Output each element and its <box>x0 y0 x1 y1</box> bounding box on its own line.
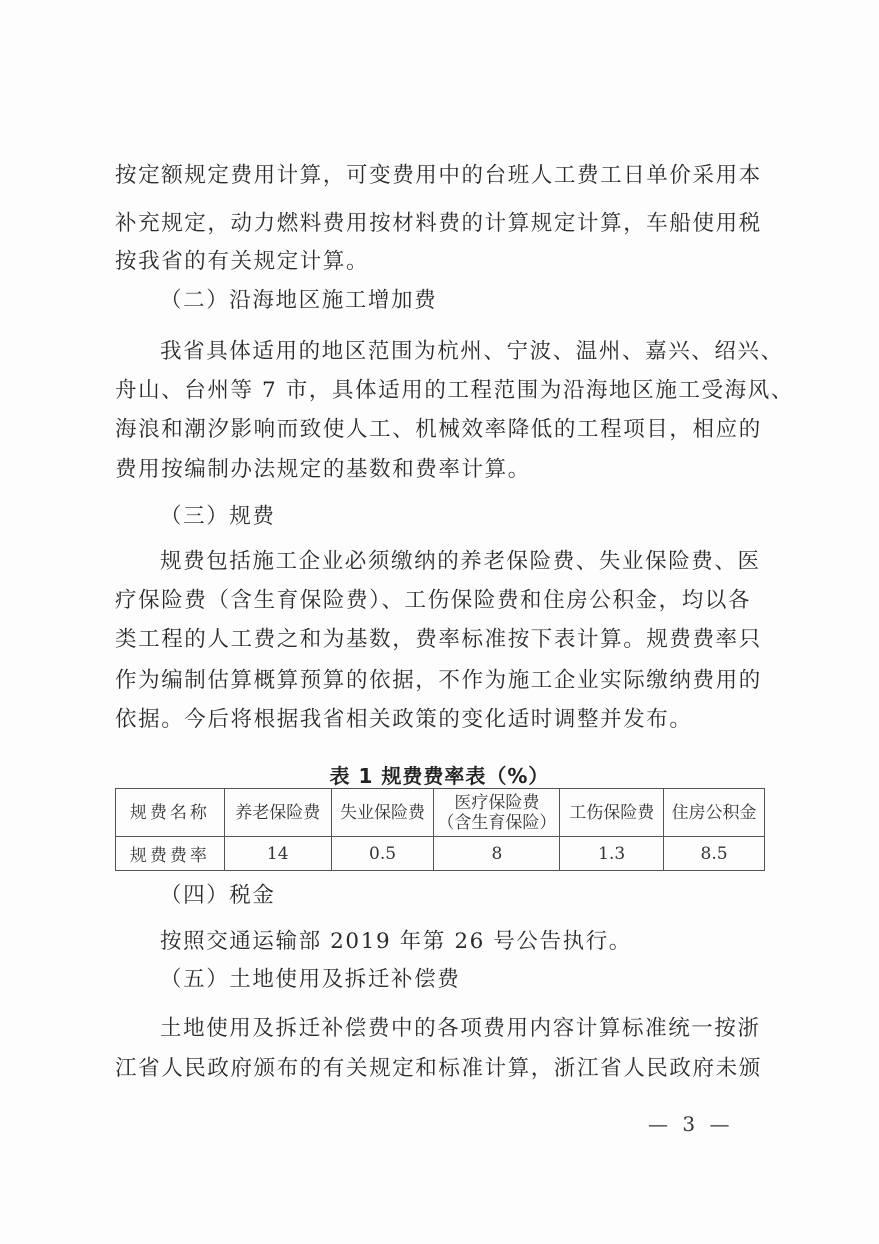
fee-rate-table <box>115 788 765 871</box>
row-label-cell: 规费费率 <box>116 837 225 871</box>
table-row <box>116 837 765 871</box>
text-line: 类工程的人工费之和为基数，费率标准按下表计算。规费费率只 <box>115 627 762 652</box>
section-heading-5: （五）土地使用及拆迁补偿费 <box>160 967 461 992</box>
page-number: — 3 — <box>648 1112 734 1136</box>
text-line: 土地使用及拆迁补偿费中的各项费用内容计算标准统一按浙 <box>160 1016 761 1041</box>
section-heading-3: （三）规费 <box>160 504 276 529</box>
text-line: 按定额规定费用计算，可变费用中的台班人工费工日单价采用本 <box>115 163 762 188</box>
text-line: 我省具体适用的地区范围为杭州、宁波、温州、嘉兴、绍兴、 <box>160 339 784 364</box>
text-line: 海浪和潮汐影响而致使人工、机械效率降低的工程项目，相应的 <box>115 417 762 442</box>
text-line: 费用按编制办法规定的基数和费率计算。 <box>115 457 531 482</box>
header-cell: 医疗保险费 （含生育保险） <box>434 789 560 837</box>
value-cell: 1.3 <box>560 837 664 871</box>
text-line: 舟山、台州等 7 市，具体适用的工程范围为沿海地区施工受海风、 <box>115 378 794 403</box>
value-cell: 14 <box>224 837 331 871</box>
section-heading-2: （二）沿海地区施工增加费 <box>160 288 438 313</box>
value-cell: 8.5 <box>664 837 765 871</box>
header-cell: 住房公积金 <box>664 789 765 837</box>
text-line: 依据。今后将根据我省相关政策的变化适时调整并发布。 <box>115 707 693 732</box>
text-line: 规费包括施工企业必须缴纳的养老保险费、失业保险费、医 <box>160 549 761 574</box>
table-header-row <box>116 789 765 837</box>
text-line: 按我省的有关规定计算。 <box>115 249 370 274</box>
section-heading-4: （四）税金 <box>160 883 276 908</box>
header-cell: 规费名称 <box>116 789 225 837</box>
text-line: 按照交通运输部 2019 年第 26 号公告执行。 <box>160 929 632 954</box>
value-cell: 0.5 <box>331 837 434 871</box>
text-line: 疗保险费（含生育保险费）、工伤保险费和住房公积金，均以各 <box>115 588 752 613</box>
value-cell: 8 <box>434 837 560 871</box>
text-line: 作为编制估算概算预算的依据，不作为施工企业实际缴纳费用的 <box>115 668 762 693</box>
text-line: 江省人民政府颁布的有关规定和标准计算，浙江省人民政府未颁 <box>115 1056 762 1081</box>
header-cell: 工伤保险费 <box>560 789 664 837</box>
table-title: 表 1 规费费率表（%） <box>329 764 550 788</box>
text-line: 补充规定，动力燃料费用按材料费的计算规定计算，车船使用税 <box>115 211 762 236</box>
header-cell: 养老保险费 <box>224 789 331 837</box>
header-cell: 失业保险费 <box>331 789 434 837</box>
